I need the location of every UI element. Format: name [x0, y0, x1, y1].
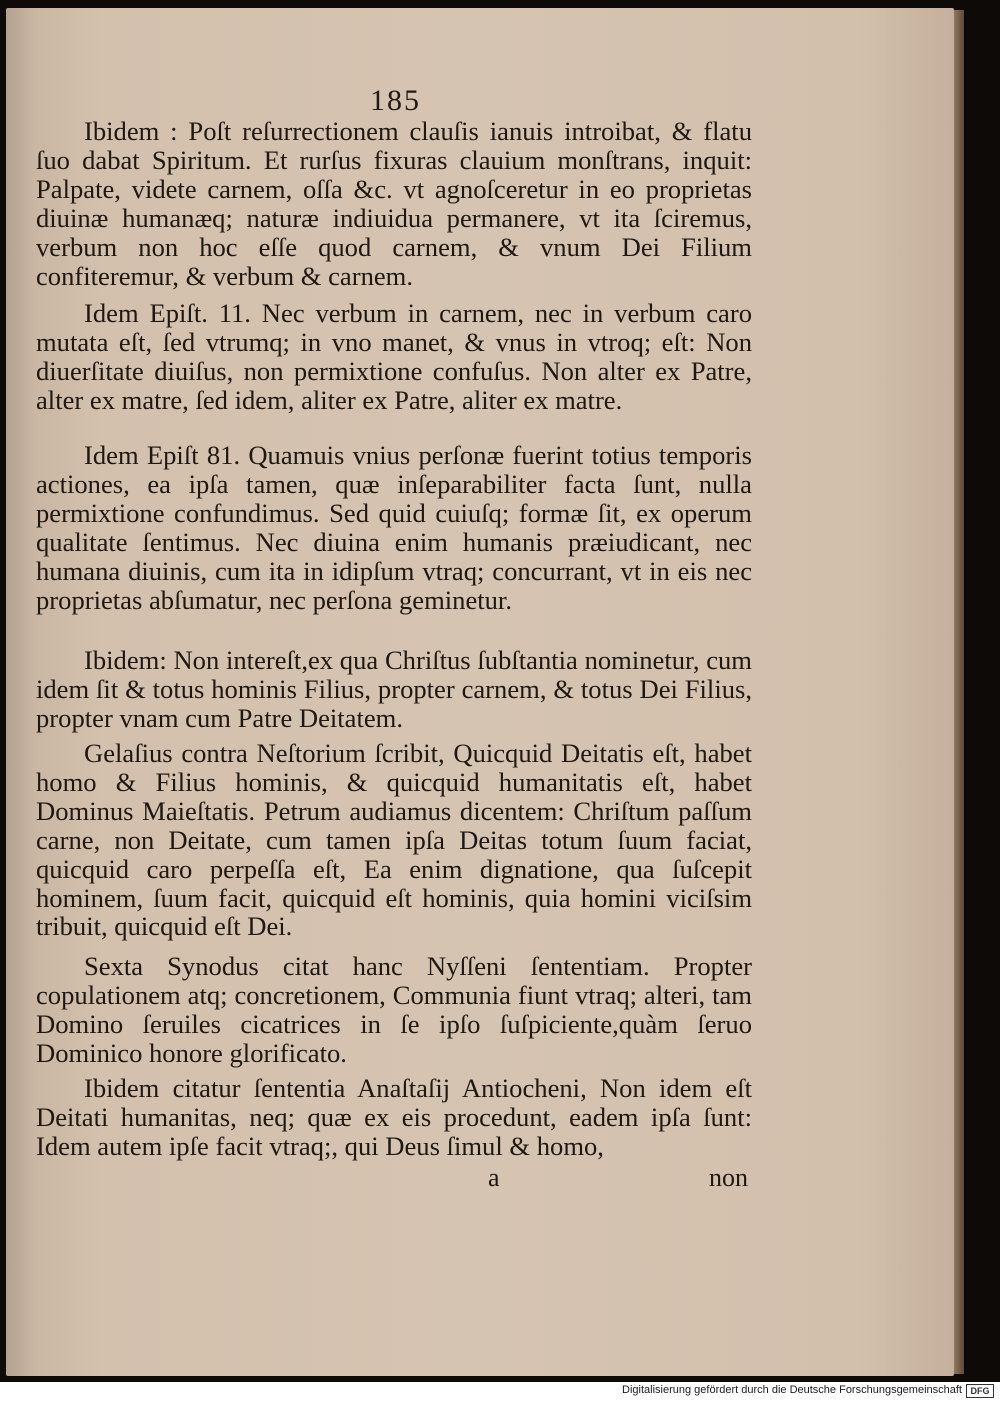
paragraph-5: Gelaſius contra Neſtorium ſcribit, Quicquid Deitatis eſt, habet homo & Filius hominis, & quicquid humanitatis eſt, habet Dominus Maieſtatis. Petrum audiamus dicentem: Chriſtum paſſum carne, non Deitate, cum tamen ipſa Deitas totum ſuum faciat, quicquid caro perpeſſa eſt, Ea enim dignatione, qua ſuſcepit hominem, ſuum facit, quicquid eſt hominis, quia homini viciſsim tribuit, quicquid eſt Dei.	[36, 738, 752, 942]
paragraph-3: Idem Epiſt 81. Quamuis vnius perſonæ fuerint totius temporis actiones, ea ipſa tamen, quæ inſeparabiliter facta ſunt, nulla permixtione confundimus. Sed quid cuiuſq; formæ ſit, ex operum qualitate ſentimus. Nec diuina enim humanis præiudicant, nec humana diuinis, cum ita in idipſum vtraq; concurrant, vt in eis nec proprietas abſumatur, nec perſona geminetur.	[36, 440, 752, 615]
dfg-logo: DFG	[966, 1384, 994, 1398]
signature-mark: a	[488, 1163, 500, 1192]
paragraph-7: Ibidem citatur ſententia Anaſtaſij Antiocheni, Non idem eſt Deitati humanitas, neq; quæ ex eis procedunt, eadem ipſa ſunt: Idem autem ipſe facit vtraq;, qui Deus ſimul & homo,	[36, 1073, 752, 1161]
paragraph-1: Ibidem : Poſt reſurrectionem clauſis ianuis introibat, & flatu ſuo dabat Spiritum. Et rurſus fixuras clauium monſtrans, inquit: Palpate, videte carnem, oſſa &c. vt agnoſceretur in eo proprietas diuinæ humanæq; naturæ indiuidua permanere, vt ita ſciremus, verbum non hoc eſſe quod carnem, & vnum Dei Filium confiteremur, & verbum & carnem.	[36, 116, 752, 291]
page-edge	[954, 10, 964, 1374]
footer-credit: Digitalisierung gefördert durch die Deutsche Forschungsgemeinschaft	[622, 1384, 962, 1396]
paragraph-2: Idem Epiſt. 11. Nec verbum in carnem, nec in verbum caro mutata eſt, ſed vtrumq; in vno manet, & vnus in vtroq; eſt: Non diuerſitate diuiſus, non permixtione confuſus. Non alter ex Patre, alter ex matre, ſed idem, aliter ex Patre, aliter ex matre.	[36, 298, 752, 415]
paragraph-6: Sexta Synodus citat hanc Nyſſeni ſententiam. Propter copulationem atq; concretionem, Communia fiunt vtraq; alteri, tam Domino ſeruiles cicatrices in ſe ipſo ſuſpiciente,quàm ſeruo Dominico honore glorificato.	[36, 951, 752, 1068]
catchword: non	[709, 1163, 748, 1192]
footer-bar	[0, 1382, 1000, 1401]
paragraph-4: Ibidem: Non intereſt,ex qua Chriſtus ſubſtantia nominetur, cum idem ſit & totus hominis Filius, propter carnem, & totus Dei Filius, propter vnam cum Patre Deitatem.	[36, 645, 752, 733]
page-number: 185	[370, 84, 421, 117]
